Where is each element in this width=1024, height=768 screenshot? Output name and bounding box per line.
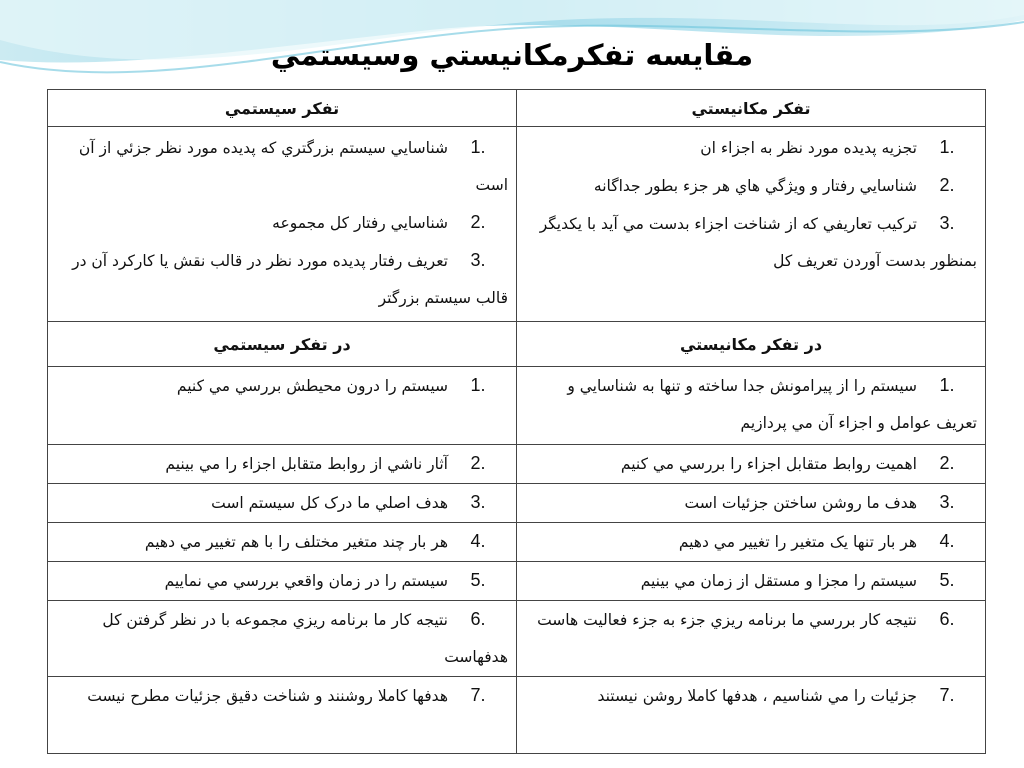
list-item	[525, 562, 977, 600]
list-item	[56, 562, 508, 600]
subheader-mechanistic: در تفکر مکانيستي	[517, 322, 986, 367]
list-item	[525, 445, 977, 483]
list-item	[56, 523, 508, 561]
item-text: نتيجه کار بررسي ما برنامه ريزي جزء به جزء فعاليت هاست	[537, 611, 917, 629]
item-number: 4.	[470, 531, 486, 551]
comparison-systemic	[48, 523, 517, 562]
item-text: سيستم را درون محيطش بررسي مي کنيم	[176, 377, 448, 395]
comparison-mechanistic	[517, 677, 986, 754]
comparison-systemic	[48, 677, 517, 754]
comparison-mechanistic	[517, 367, 986, 445]
slide-title: مقايسه تفکرمکانيستي وسيستمي	[270, 38, 754, 72]
comparison-systemic	[48, 562, 517, 601]
list-item	[56, 367, 508, 405]
table-row	[48, 484, 986, 523]
list-item	[525, 167, 977, 205]
item-text: جزئيات را مي شناسيم ، هدفها کاملا روشن نيستند	[597, 687, 917, 705]
item-number: 1.	[939, 375, 955, 395]
list-item	[525, 484, 977, 522]
list-item	[56, 204, 508, 242]
item-number: 1.	[470, 137, 486, 157]
definitions-systemic	[48, 127, 517, 322]
table-row	[48, 562, 986, 601]
list-item	[56, 601, 508, 676]
header-mechanistic: تفکر مکانيستي	[517, 90, 986, 127]
item-number: 2.	[470, 453, 486, 473]
table-row	[48, 445, 986, 484]
item-text: ترکيب تعاريفي که از شناخت اجزاء بدست مي آيد با يکديگر بمنظور بدست آوردن تعريف کل	[539, 215, 977, 270]
item-text: هدف ما روشن ساختن جزئيات است	[684, 494, 917, 512]
comparison-systemic	[48, 484, 517, 523]
subheader-systemic: در تفکر سيستمي	[48, 322, 517, 367]
list-item	[56, 677, 508, 715]
comparison-systemic	[48, 367, 517, 445]
list-item	[56, 242, 508, 317]
item-number: 3.	[939, 213, 955, 233]
table-row	[48, 677, 986, 754]
item-number: 3.	[470, 250, 486, 270]
item-number: 7.	[470, 685, 486, 705]
item-number: 6.	[470, 609, 486, 629]
comparison-systemic	[48, 601, 517, 677]
item-number: 2.	[939, 453, 955, 473]
item-text: آثار ناشي از روابط متقابل اجزاء را مي بينيم	[165, 455, 448, 473]
table-row	[48, 601, 986, 677]
list-item	[56, 445, 508, 483]
item-text: هر بار تنها يک متغير را تغيير مي دهيم	[678, 533, 917, 551]
item-text: اهميت روابط متقابل اجزاء را بررسي مي کنيم	[620, 455, 917, 473]
list-item	[525, 523, 977, 561]
list-item	[56, 484, 508, 522]
comparison-mechanistic	[517, 484, 986, 523]
list-item	[525, 367, 977, 442]
list-item	[525, 601, 977, 639]
item-text: شناسايي رفتار و ويژگي هاي هر جزء بطور جداگانه	[593, 177, 917, 195]
comparison-mechanistic	[517, 523, 986, 562]
header-systemic: تفکر سيستمي	[48, 90, 517, 127]
item-text: تجزيه پديده مورد نظر به اجزاء ان	[700, 139, 917, 157]
item-number: 6.	[939, 609, 955, 629]
item-number: 5.	[470, 570, 486, 590]
item-number: 3.	[939, 492, 955, 512]
item-text: نتيجه کار ما برنامه ريزي مجموعه با در نظر گرفتن کل هدفهاست	[102, 611, 508, 666]
item-text: تعريف رفتار پديده مورد نظر در قالب نقش يا کارکرد آن در قالب سيستم بزرگتر	[72, 252, 508, 307]
item-number: 4.	[939, 531, 955, 551]
definitions-mechanistic	[517, 127, 986, 322]
item-text: هدف اصلي ما درک کل سيستم است	[211, 494, 448, 512]
comparison-mechanistic	[517, 601, 986, 677]
item-text: شناسايي رفتار کل مجموعه	[272, 214, 448, 232]
comparison-table	[47, 89, 986, 754]
list-item	[525, 129, 977, 167]
item-number: 1.	[470, 375, 486, 395]
item-number: 5.	[939, 570, 955, 590]
comparison-mechanistic	[517, 562, 986, 601]
list-item	[525, 677, 977, 715]
item-number: 3.	[470, 492, 486, 512]
list-item	[56, 129, 508, 204]
item-number: 1.	[939, 137, 955, 157]
list-item	[525, 205, 977, 280]
item-text: هر بار چند متغير مختلف را با هم تغيير مي دهيم	[144, 533, 448, 551]
comparison-systemic	[48, 445, 517, 484]
item-text: سيستم را در زمان واقعي بررسي مي نماييم	[164, 572, 448, 590]
table-row	[48, 523, 986, 562]
item-number: 2.	[470, 212, 486, 232]
item-text: سيستم را از پيرامونش جدا ساخته و تنها به شناسايي و تعريف عوامل و اجزاء آن مي پردازيم	[567, 377, 977, 432]
item-text: سيستم را مجزا و مستقل از زمان مي بينيم	[640, 572, 917, 590]
item-number: 7.	[939, 685, 955, 705]
item-text: شناسايي سيستم بزرگتري که پديده مورد نظر جزئي از آن است	[78, 139, 508, 194]
item-text: هدفها کاملا روشنند و شناخت دقيق جزئيات مطرح نيست	[87, 687, 448, 705]
table-row	[48, 367, 986, 445]
comparison-mechanistic	[517, 445, 986, 484]
item-number: 2.	[939, 175, 955, 195]
